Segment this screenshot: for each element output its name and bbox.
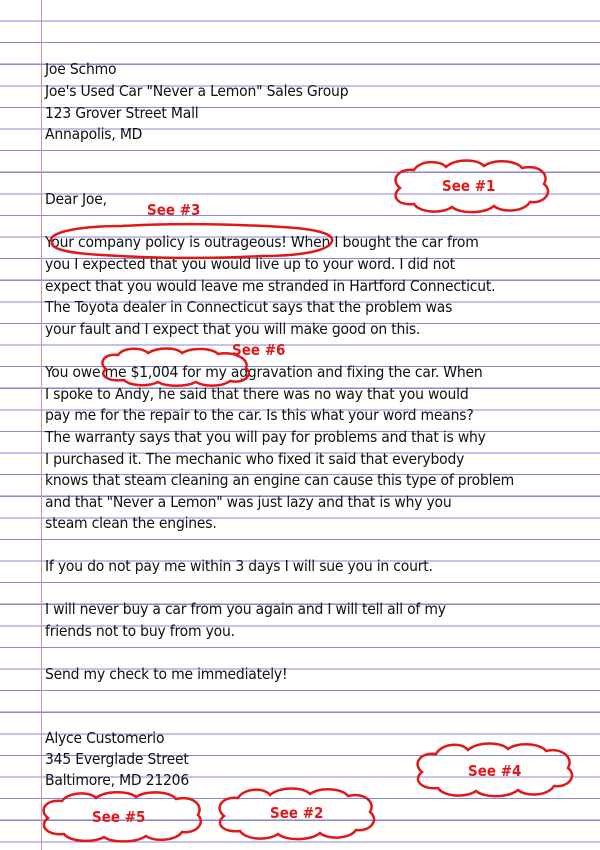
annotation-bubble-4: [410, 740, 578, 800]
recipient-city: Annapolis, MD: [45, 125, 143, 143]
body-line: Your company policy is outrageous! When I bought the car from: [45, 233, 479, 251]
recipient-street: 123 Grover Street Mall: [45, 104, 199, 122]
body-line: I purchased it. The mechanic who fixed it said that everybody: [45, 450, 465, 468]
sender-name: Alyce Customerio: [45, 729, 165, 747]
recipient-company: Joe's Used Car "Never a Lemon" Sales Group: [45, 82, 349, 100]
body-line: friends not to buy from you.: [45, 622, 235, 640]
annotation-oval-3: [42, 222, 337, 260]
margin-line: [41, 0, 42, 850]
body-line: pay me for the repair to the car. Is this what your word means?: [45, 406, 474, 424]
body-line: You owe me $1,004 for my aggravation and fixing the car. When: [45, 363, 483, 381]
cloud-shape-icon: [96, 347, 256, 387]
recipient-name: Joe Schmo: [45, 60, 117, 78]
annotation-label-3: See #3: [147, 201, 201, 219]
annotation-label-2: See #2: [270, 804, 324, 822]
annotation-label-4: See #4: [468, 762, 522, 780]
salutation: Dear Joe,: [45, 190, 107, 208]
sender-street: 345 Everglade Street: [45, 750, 189, 768]
annotation-bubble-5: [36, 790, 208, 844]
annotation-bubble-2: [212, 786, 380, 842]
body-line: knows that steam cleaning an engine can cause this type of problem: [45, 471, 515, 489]
body-line: The warranty says that you will pay for problems and that is why: [45, 428, 486, 446]
body-line: you I expected that you would live up to your word. I did not: [45, 255, 455, 273]
annotation-label-1: See #1: [442, 177, 496, 195]
sender-city: Baltimore, MD 21206: [45, 771, 190, 789]
body-line: and that "Never a Lemon" was just lazy and that is why you: [45, 493, 452, 511]
body-line: your fault and I expect that you will make good on this.: [45, 320, 421, 338]
annotation-label-6: See #6: [232, 341, 286, 359]
body-line: I will never buy a car from you again and I will tell all of my: [45, 600, 446, 618]
body-line: The Toyota dealer in Connecticut says that the problem was: [45, 298, 453, 316]
annotation-bubble-6: [96, 347, 256, 387]
closing-line: Send my check to me immediately!: [45, 665, 288, 683]
body-line: expect that you would leave me stranded in Hartford Connecticut.: [45, 277, 496, 295]
annotation-bubble-1: [388, 158, 553, 216]
body-line: steam clean the engines.: [45, 514, 217, 532]
body-line: If you do not pay me within 3 days I will sue you in court.: [45, 557, 433, 575]
oval-shape-icon: [42, 222, 337, 260]
body-line: I spoke to Andy, he said that there was no way that you would: [45, 385, 469, 403]
annotation-label-5: See #5: [92, 808, 146, 826]
